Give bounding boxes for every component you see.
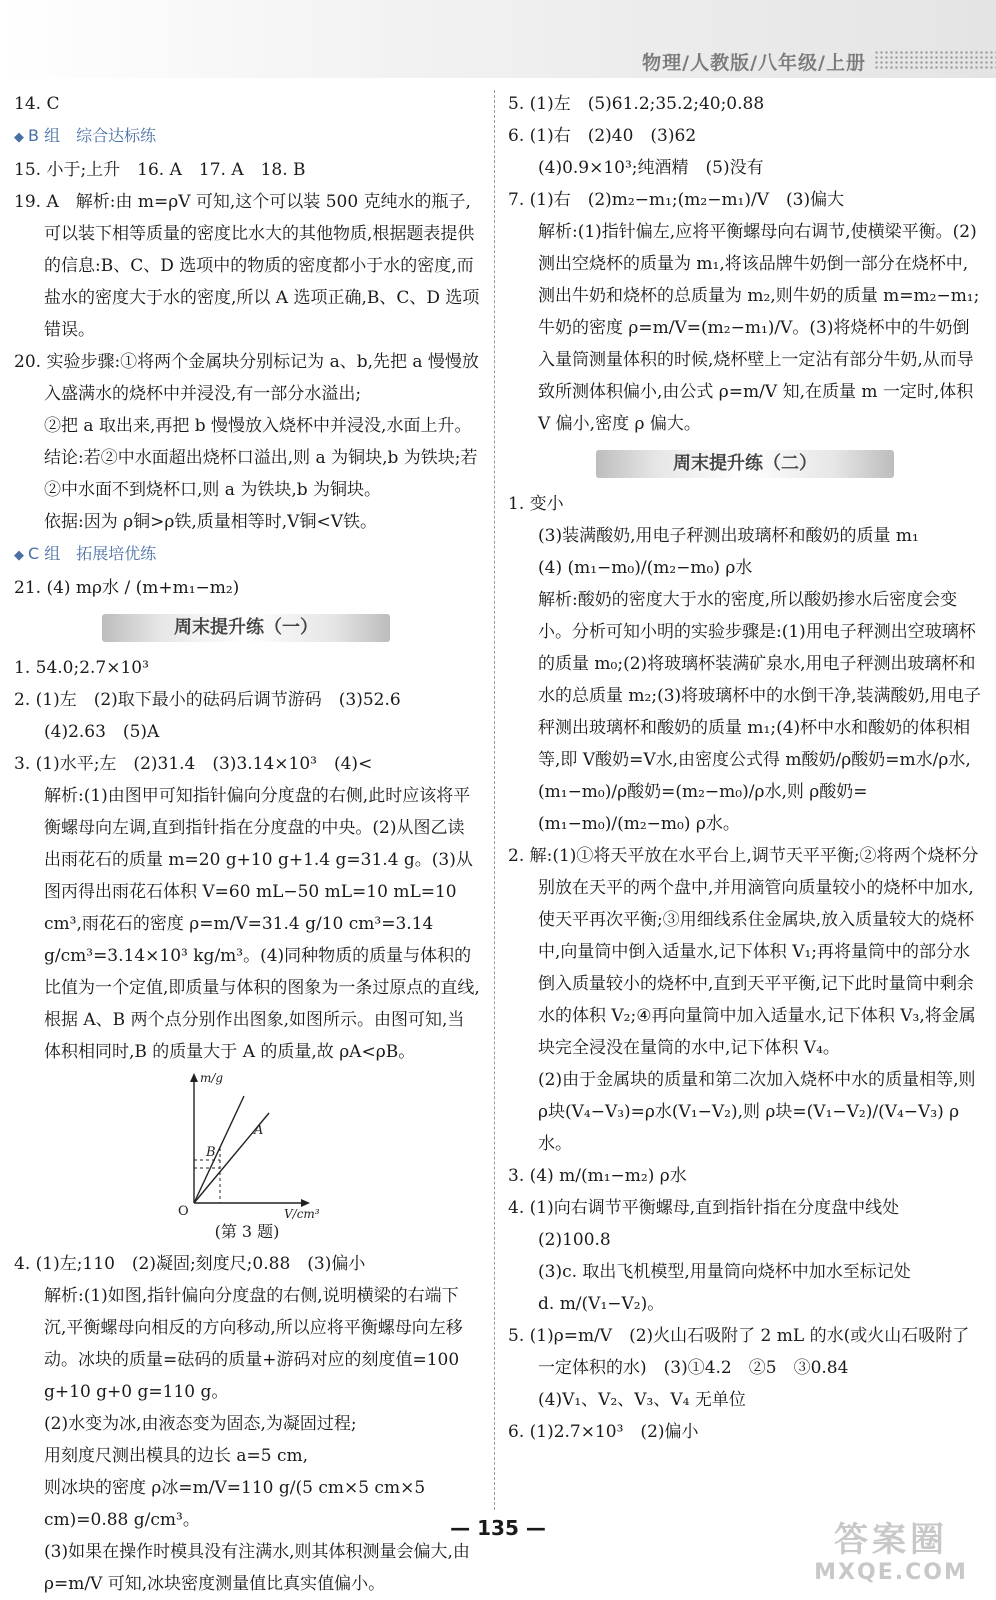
mass-volume-figure bbox=[14, 1068, 480, 1221]
answer-20-conclusion: 结论:若②中水面超出烧杯口溢出,则 a 为铜块,b 为铁块;若②中水面不到烧杯口,则 a 为铁块,b 为铜块。 bbox=[44, 448, 478, 500]
answer-w1-1: 1. 54.0;2.7×10³ bbox=[14, 658, 149, 678]
answer-w1-2b: (4)2.63 (5)A bbox=[44, 722, 160, 742]
answer-w2-4d: d. m/(V₁−V₂)。 bbox=[538, 1294, 665, 1314]
header-dot-pattern bbox=[874, 50, 996, 70]
answer-w2-2: 2. 解:(1)①将天平放在水平台上,调节天平平衡;②将两个烧杯分别放在天平的两个盘中,并用滴管向质量较小的烧杯中加水,使天平再次平衡;③用细线系住金属块,放入质量较大的烧杯中,向量筒中倒入适量水,记下体积 V₁;再将量筒中的部分水倒入质量较小的烧杯中,直到天平平衡,记下此时量筒中剩余水的体积 V₂;④再向量筒中加入适量水,记下体积 V₃,将金属块完全浸没在量筒的水中,记下体积 V₄。 bbox=[508, 846, 979, 1058]
answer-w2-1: 1. 变小 bbox=[508, 494, 564, 514]
diamond-icon: ◆ bbox=[14, 130, 24, 145]
line-b bbox=[194, 1096, 244, 1203]
answer-20-basis: 依据:因为 ρ铜>ρ铁,质量相等时,V铜<V铁。 bbox=[44, 512, 377, 532]
svg-text:A: A bbox=[254, 1123, 264, 1138]
right-column bbox=[508, 88, 984, 1448]
answer-w1-2: 2. (1)左 (2)取下最小的砝码后调节游码 (3)52.6 bbox=[14, 690, 401, 710]
watermark-logo: 答案圈 MXQE.COM bbox=[814, 1520, 968, 1585]
answer-w1-3-analysis: 解析:(1)由图甲可知指针偏向分度盘的右侧,此时应该将平衡螺母向左调,直到指针指在分度盘的中央。(2)从图乙读出雨花石的质量 m=20 g+10 g+1.4 g=31.4 g。(3)从图丙得出雨花石体积 V=60 mL−50 mL=10 mL=10 cm³,雨花石的密度 ρ=m/V=31.4 g/10 cm³=3.14 g/cm³=3.14×10³ kg/m³。(4)同种物质的质量与体积的比值为一个定值,即质量与体积的图象为一条过原点的直线,根据 A、B 两个点分别作出图象,如图所示。由图可知,当体积相同时,B 的质量大于 A 的质量,故 ρA<ρB。 bbox=[44, 786, 480, 1062]
answer-14: 14. C bbox=[14, 94, 60, 114]
answer-6: 6. (1)右 (2)40 (3)62 bbox=[508, 126, 697, 146]
svg-text:B: B bbox=[206, 1145, 216, 1160]
answer-w2-5: 5. (1)ρ=m/V (2)火山石吸附了 2 mL 的水(或火山石吸附了一定体积的水) (3)①4.2 ②5 ③0.84 bbox=[508, 1326, 970, 1378]
answer-19: 19. A 解析:由 m=ρV 可知,这个可以装 500 克纯水的瓶子,可以装下相等质量的密度比水大的其他物质,根据题表提供的信息:B、C、D 选项中的物质的密度都小于水的密度,而盐水的密度大于水的密度,所以 A 选项正确,B、C、D 选项错误。 bbox=[14, 192, 480, 340]
answer-w2-4c: (3)c. 取出飞机模型,用量筒向烧杯中加水至标记处 bbox=[538, 1262, 911, 1282]
section-banner-weekend-1: 周末提升练（一） bbox=[14, 610, 480, 646]
svg-text:m/g: m/g bbox=[200, 1071, 224, 1085]
book-title: 物理/人教版/八年级/上册 bbox=[642, 52, 866, 74]
answer-w2-1-analysis: 解析:酸奶的密度大于水的密度,所以酸奶掺水后密度会变小。分析可知小明的实验步骤是:(1)用电子秤测出空玻璃杯的质量 m₀;(2)将玻璃杯装满矿泉水,用电子秤测出玻璃杯和水的总质量 m₂;(3)将玻璃杯中的水倒干净,装满酸奶,用电子秤测出玻璃杯和酸奶的质量 m₁;(4)杯中水和酸奶的体积相等,即 V酸奶=V水,由密度公式得 m酸奶/ρ酸奶=m水/ρ水,(m₁−m₀)/ρ酸奶=(m₂−m₀)/ρ水,则 ρ酸奶=(m₁−m₀)/(m₂−m₀) ρ水。 bbox=[538, 590, 981, 834]
svg-text:O: O bbox=[178, 1204, 189, 1219]
answer-w2-4: 4. (1)向右调节平衡螺母,直到指针指在分度盘中线处 bbox=[508, 1198, 900, 1218]
left-column bbox=[14, 88, 480, 1600]
answer-w1-4-part3: (3)如果在操作时模具没有注满水,则其体积测量会偏大,由 ρ=m/V 可知,冰块密度测量值比真实值偏小。 bbox=[44, 1542, 470, 1594]
answer-w2-3: 3. (4) m/(m₁−m₂) ρ水 bbox=[508, 1166, 687, 1186]
answer-w2-2-part2: (2)由于金属块的质量和第二次加入烧杯中水的质量相等,则 ρ块(V₄−V₃)=ρ水(V₁−V₂),则 ρ块=(V₁−V₂)/(V₄−V₃) ρ水。 bbox=[538, 1070, 976, 1154]
page-number: — 135 — bbox=[450, 1516, 546, 1540]
group-b-heading: ◆ B 组 综合达标练 bbox=[14, 126, 157, 145]
answer-w2-1-step3: (3)装满酸奶,用电子秤测出玻璃杯和酸奶的质量 m₁ bbox=[538, 526, 919, 546]
answer-5: 5. (1)左 (5)61.2;35.2;40;0.88 bbox=[508, 94, 765, 114]
answer-15-18: 15. 小于;上升 16. A 17. A 18. B bbox=[14, 160, 306, 180]
answer-w1-3: 3. (1)水平;左 (2)31.4 (3)3.14×10³ (4)< bbox=[14, 754, 373, 774]
answer-w2-1-step4: (4) (m₁−m₀)/(m₂−m₀) ρ水 bbox=[538, 558, 753, 578]
answer-7-analysis: 解析:(1)指针偏左,应将平衡螺母向右调节,使横梁平衡。(2)测出空烧杯的质量为 m₁,将该品牌牛奶倒一部分在烧杯中,测出牛奶和烧杯的总质量为 m₂,则牛奶的质量 m=m₂−m₁;牛奶的密度 ρ=m/V=(m₂−m₁)/V。(3)将烧杯中的牛奶倒入量筒测量体积的时候,烧杯壁上一定沾有部分牛奶,从而导致所测体积偏小,由公式 ρ=m/V 知,在质量 m 一定时,体积 V 偏小,密度 ρ 偏大。 bbox=[538, 222, 980, 434]
answer-w1-4: 4. (1)左;110 (2)凝固;刻度尺;0.88 (3)偏小 bbox=[14, 1254, 366, 1274]
answer-w2-4b: (2)100.8 bbox=[538, 1230, 611, 1250]
answer-20: 20. 实验步骤:①将两个金属块分别标记为 a、b,先把 a 慢慢放入盛满水的烧杯中并浸没,有一部分水溢出; bbox=[14, 352, 479, 404]
svg-text:V/cm³: V/cm³ bbox=[284, 1207, 320, 1221]
figure-caption: (第 3 题) bbox=[214, 1222, 280, 1241]
answer-w2-6: 6. (1)2.7×10³ (2)偏小 bbox=[508, 1422, 699, 1442]
answer-20-step2: ②把 a 取出来,再把 b 慢慢放入烧杯中并浸没,水面上升。 bbox=[44, 416, 472, 436]
group-c-heading: ◆ C 组 拓展培优练 bbox=[14, 544, 157, 563]
diamond-icon: ◆ bbox=[14, 548, 24, 563]
answer-7: 7. (1)右 (2)m₂−m₁;(m₂−m₁)/V (3)偏大 bbox=[508, 190, 845, 210]
answer-w2-5b: (4)V₁、V₂、V₃、V₄ 无单位 bbox=[538, 1390, 746, 1410]
answer-21: 21. (4) mρ水 / (m+m₁−m₂) bbox=[14, 578, 240, 598]
answer-6b: (4)0.9×10³;纯酒精 (5)没有 bbox=[538, 158, 764, 178]
column-divider bbox=[494, 90, 495, 1510]
answer-w1-4-density: 则冰块的密度 ρ冰=m/V=110 g/(5 cm×5 cm×5 cm)=0.88 g/cm³。 bbox=[44, 1478, 426, 1530]
answer-w1-4-edge: 用刻度尺测出模具的边长 a=5 cm, bbox=[44, 1446, 309, 1466]
section-banner-weekend-2: 周末提升练（二） bbox=[508, 446, 984, 482]
mass-volume-graph bbox=[174, 1068, 320, 1221]
answer-w1-4-part2: (2)水变为冰,由液态变为固态,为凝固过程; bbox=[44, 1414, 357, 1434]
answer-w1-4-analysis: 解析:(1)如图,指针偏向分度盘的右侧,说明横梁的右端下沉,平衡螺母向相反的方向移动,所以应将平衡螺母向左移动。冰块的质量=砝码的质量+游码对应的刻度值=100 g+10 g+0 g=110 g。 bbox=[44, 1286, 463, 1402]
